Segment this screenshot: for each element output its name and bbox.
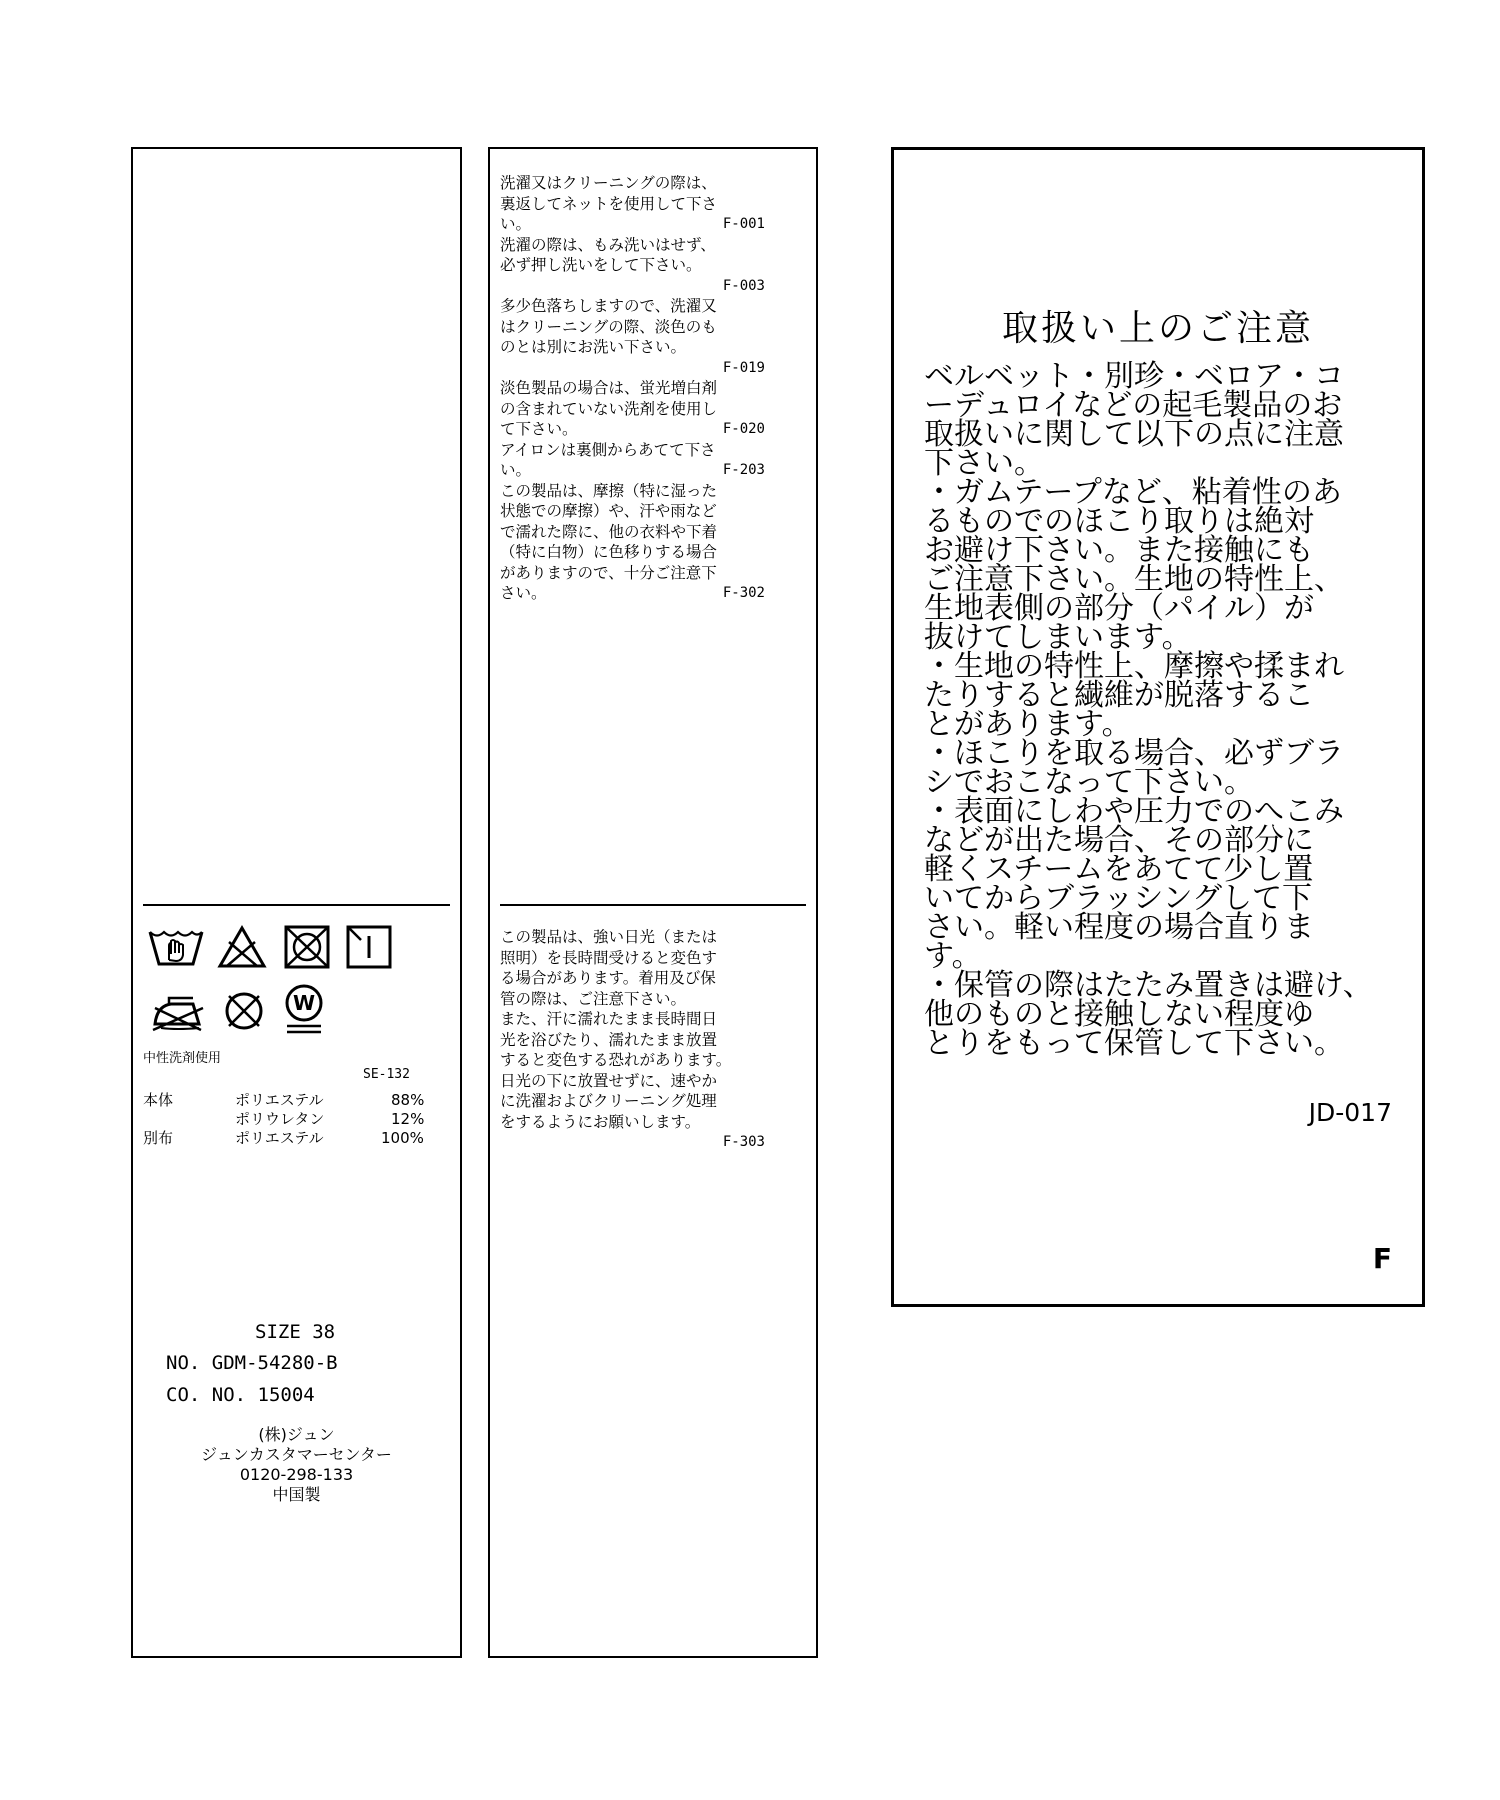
fiber-part: 別布 <box>143 1129 174 1147</box>
caution-bullet-line: ・保管の際はたたみ置きは避け、 <box>924 968 1373 1003</box>
care-note-line: 管の際は、ご注意下さい。 <box>500 989 687 1008</box>
caution-bullet-line: ・生地の特性上、摩擦や揉まれ <box>924 649 1344 684</box>
caution-bullet-line: とりをもって保管して下さい。 <box>924 1026 1344 1061</box>
caution-bullet-line: ・ほこりを取る場合、必ずブラ <box>924 736 1344 771</box>
caution-intro-line: ベルベット・別珍・ベロア・コ <box>924 359 1344 394</box>
caution-bullet-line: ・ガムテープなど、粘着性のあ <box>924 475 1342 510</box>
caution-bullet-line: 生地表側の部分（パイル）が <box>924 591 1314 626</box>
care-note-line: 状態での摩擦）や、汗や雨など <box>500 502 717 520</box>
caution-bullet-line: いてからブラッシングして下 <box>924 881 1313 916</box>
care-note-line: 洗濯の際は、もみ洗いはせず、 <box>500 235 716 254</box>
care-note-line: この製品は、強い日光（または <box>500 928 718 946</box>
care-note-line: い。 <box>500 215 532 233</box>
care-notes-bottom <box>500 927 765 1153</box>
care-note-line: 多少色落ちしますので、洗濯又 <box>500 297 717 315</box>
company-name: (株)ジュン <box>258 1425 335 1444</box>
care-note-line: に洗濯およびクリーニング処理 <box>500 1092 717 1110</box>
iron-low-no-steam-icon <box>147 988 207 1034</box>
care-note <box>500 927 765 1153</box>
size-mark: F <box>1372 1242 1392 1275</box>
caution-bullet-line: るものでのほこり取りは絶対 <box>924 504 1314 539</box>
caution-bullet-line: 他のものと接触しない程度ゆ <box>924 997 1314 1032</box>
co-number: CO. NO. 15004 <box>166 1384 315 1406</box>
no-tumble-dry-icon <box>283 924 331 970</box>
caution-bullet <box>924 968 1424 1061</box>
care-note-line: また、汗に濡れたまま長時間日 <box>500 1010 718 1028</box>
care-note-line: い。 <box>500 461 532 479</box>
caution-intro <box>924 359 1424 481</box>
care-note-code: F-003 <box>722 277 765 294</box>
caution-bullet <box>924 649 1424 742</box>
caution-intro-line: 取扱いに関して以下の点に注意 <box>924 417 1344 452</box>
care-notes-top <box>500 173 765 604</box>
wash-hand-icon <box>147 924 205 970</box>
no-bleach-icon <box>217 924 267 970</box>
care-note <box>500 173 765 235</box>
label-divider <box>500 904 806 906</box>
phone-number: 0120-298-133 <box>239 1465 354 1484</box>
care-note-line: 必ず押し洗いをして下さい。 <box>500 256 702 274</box>
care-note-line: る場合があります。着用及び保 <box>500 969 716 987</box>
fiber-percent: 100% <box>381 1129 424 1147</box>
care-note-line: 裏返してネットを使用して下さ <box>500 194 718 213</box>
caution-bullet-line: お避け下さい。また接触にも <box>924 533 1314 568</box>
customer-center: ジュンカスタマーセンター <box>201 1445 392 1464</box>
care-note-line: はクリーニングの際、淡色のも <box>500 317 717 336</box>
label-divider <box>143 904 450 906</box>
care-note-line: 光を浴びたり、濡れたまま放置 <box>500 1030 718 1049</box>
caution-bullet-line: とがあります。 <box>924 707 1132 742</box>
caution-bullet-line: 軽くスチームをあてて少し置 <box>924 852 1314 887</box>
caution-intro-line: 下さい。 <box>924 446 1044 481</box>
fiber-material: ポリウレタン <box>235 1110 325 1128</box>
caution-bullet-line: さい。軽い程度の場合直りま <box>924 910 1314 945</box>
caution-body <box>924 359 1424 1061</box>
drip-dry-hang-icon <box>345 924 393 970</box>
wet-clean-gentle-icon <box>281 982 327 1036</box>
caution-bullet-line: などが出た場合、その部分に <box>924 823 1314 858</box>
caution-label <box>891 147 1425 1307</box>
care-note-code: F-019 <box>722 359 765 376</box>
caution-bullet <box>924 794 1424 974</box>
care-note-line: 洗濯又はクリーニングの際は、 <box>500 174 717 192</box>
care-label-notes <box>488 147 818 1658</box>
care-note <box>500 440 765 481</box>
care-note-line: 日光の下に放置せずに、速やか <box>500 1071 718 1090</box>
no-dry-clean-icon <box>221 988 267 1034</box>
care-note-line: この製品は、摩擦（特に湿った <box>500 481 718 500</box>
care-note-code: F-303 <box>722 1134 765 1150</box>
caution-bullet-line: シでおこなって下さい。 <box>924 765 1254 800</box>
fiber-material: ポリエステル <box>235 1129 324 1147</box>
care-note-line: アイロンは裏側からあてて下さ <box>500 440 716 459</box>
caution-code: JD-017 <box>1308 1098 1392 1127</box>
care-note-line: （特に白物）に色移りする場合 <box>500 543 718 561</box>
wet-clean-letter: W <box>292 991 316 1015</box>
detergent-note: 中性洗剤使用 <box>143 1051 222 1066</box>
care-note-code: F-001 <box>722 216 765 232</box>
caution-bullet-line: ご注意下さい。生地の特性上、 <box>924 562 1344 597</box>
symbol-code: SE-132 <box>363 1067 410 1082</box>
caution-bullet-line: 抜けてしまいます。 <box>924 620 1192 655</box>
caution-bullet <box>924 475 1424 655</box>
care-note <box>500 235 765 297</box>
care-note-line: 照明）を長時間受けると変色す <box>500 948 718 967</box>
fiber-percent: 12% <box>391 1110 425 1128</box>
care-note-line: さい。 <box>500 584 547 602</box>
country-of-origin: 中国製 <box>272 1485 321 1504</box>
caution-bullet-line: す。 <box>924 939 982 974</box>
care-note-line: て下さい。 <box>500 420 578 438</box>
caution-title: 取扱い上のご注意 <box>1001 308 1314 349</box>
care-note-line: がありますので、十分ご注意下 <box>500 563 717 582</box>
care-note-line: のとは別にお洗い下さい。 <box>500 338 687 356</box>
care-note-line: の含まれていない洗剤を使用し <box>500 399 718 418</box>
caution-bullet-line: たりすると繊維が脱落するこ <box>924 678 1314 713</box>
care-note <box>500 481 765 604</box>
fiber-material: ポリエステル <box>235 1091 324 1109</box>
care-label-main <box>131 147 462 1658</box>
care-note-line: をするようにお願いします。 <box>500 1112 701 1131</box>
care-note-code: F-302 <box>722 585 765 601</box>
company-info <box>133 1425 460 1505</box>
care-note-code: F-020 <box>722 421 765 437</box>
size-label: SIZE 38 <box>255 1321 336 1343</box>
care-note-line: で濡れた際に、他の衣料や下着 <box>500 522 718 541</box>
care-note-line: すると変色する恐れがあります。 <box>500 1051 732 1069</box>
caution-bullet <box>924 736 1424 800</box>
fiber-part: 本体 <box>143 1091 174 1109</box>
care-note-code: F-203 <box>722 462 765 478</box>
caution-intro-line: ーデュロイなどの起毛製品のお <box>924 388 1343 423</box>
caution-bullet-line: ・表面にしわや圧力でのへこみ <box>924 794 1344 829</box>
fiber-percent: 88% <box>391 1091 425 1109</box>
product-number: NO. GDM-54280-B <box>166 1352 338 1374</box>
care-note-line: 淡色製品の場合は、蛍光増白剤 <box>500 379 718 397</box>
care-note <box>500 378 765 440</box>
care-note <box>500 296 765 378</box>
